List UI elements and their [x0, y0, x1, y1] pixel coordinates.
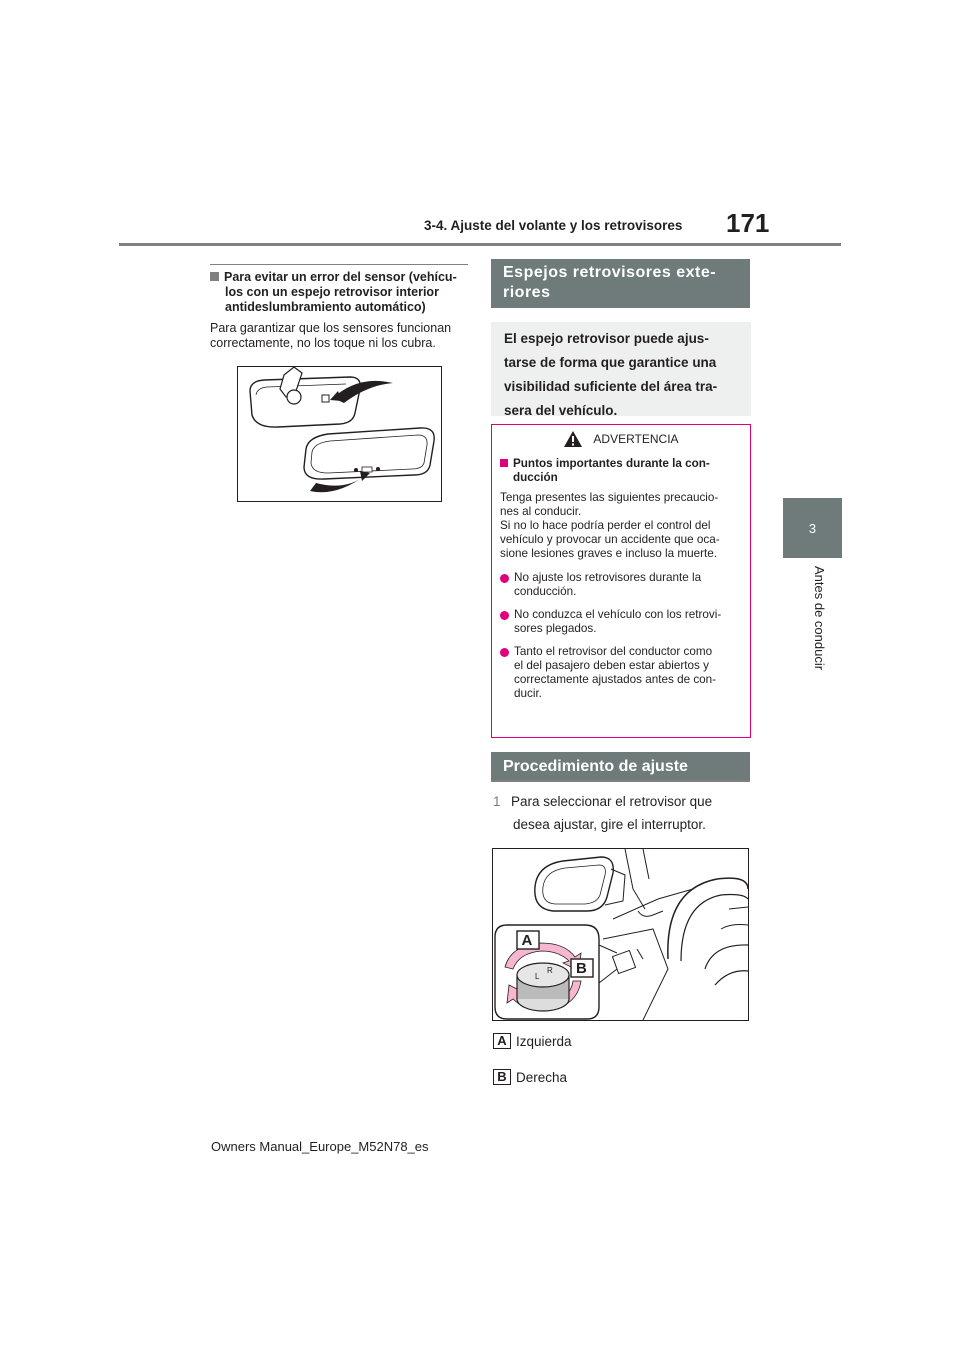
chapter-tab	[783, 498, 842, 558]
footer-text: Owners Manual_Europe_M52N78_es	[211, 1139, 429, 1154]
warning-bullet: No conduzca el vehículo con los retrovi- sores plegados.	[500, 608, 740, 636]
sensor-paragraph: Para garantizar que los sensores funcionan correctamente, no los toque ni los cubra.	[210, 321, 452, 350]
chapter-number: 3	[808, 520, 817, 536]
adjustment-procedure-heading: Procedimiento de ajuste	[491, 752, 750, 782]
exterior-mirrors-heading: Espejos retrovisores exte- riores	[491, 259, 750, 308]
warning-triangle-icon	[563, 430, 583, 448]
inside-mirror-illustration	[238, 367, 441, 501]
warning-header	[492, 425, 750, 453]
chapter-label: Antes de conducir	[812, 566, 827, 671]
section-title: 3-4. Ajuste del volante y los retrovisores	[424, 218, 683, 233]
warning-bullet: Tanto el retrovisor del conductor como el del pasajero deben estar abiertos y correctamente ajustados antes de con- ducir.	[500, 645, 740, 701]
square-bullet-icon	[500, 459, 508, 467]
legend-text-b: Derecha	[516, 1069, 568, 1085]
legend-key-b: B	[493, 1069, 511, 1085]
warning-title: ADVERTENCIA	[593, 432, 679, 446]
warning-bullet: No ajuste los retrovisores durante la conducción.	[500, 571, 740, 599]
step-1: 1 Para seleccionar el retrovisor que desea ajustar, gire el interruptor.	[493, 790, 753, 836]
inside-mirror-figure	[237, 366, 442, 502]
svg-text:R: R	[547, 966, 553, 975]
svg-text:L: L	[535, 972, 540, 981]
page-number: 171	[726, 208, 770, 238]
warning-sub-heading: Puntos importantes durante la con- ducción	[500, 457, 740, 485]
legend-key-a: A	[493, 1033, 511, 1049]
step-number: 1	[493, 794, 501, 809]
warning-text: Tenga presentes las siguientes precaucio- nes al conducir. Si no lo hace podría perder el control del vehículo y provocar un accidente que oca- sione lesiones graves e incluso la muerte.	[500, 491, 720, 560]
header-rule	[119, 243, 841, 246]
left-rule	[210, 264, 468, 265]
bullet-dot-icon	[500, 648, 509, 657]
mirror-switch-illustration	[493, 849, 748, 1020]
legend-item-a	[493, 1033, 572, 1049]
mirror-switch-figure	[492, 848, 749, 1021]
label-b-text: B	[576, 960, 587, 977]
warning-box	[491, 424, 751, 738]
label-a-text: A	[521, 932, 533, 949]
bullet-dot-icon	[500, 611, 509, 620]
exterior-mirrors-intro: El espejo retrovisor puede ajus- tarse de forma que garantice una visibilidad suficiente del área tra- sera del vehículo.	[491, 322, 751, 416]
square-bullet-icon	[210, 272, 219, 281]
sensor-sub-heading: Para evitar un error del sensor (vehícu- los con un espejo retrovisor interior antideslumbramiento automático)	[210, 270, 470, 315]
legend-text-a: Izquierda	[516, 1033, 572, 1049]
legend-item-b	[493, 1069, 567, 1085]
bullet-dot-icon	[500, 574, 509, 583]
